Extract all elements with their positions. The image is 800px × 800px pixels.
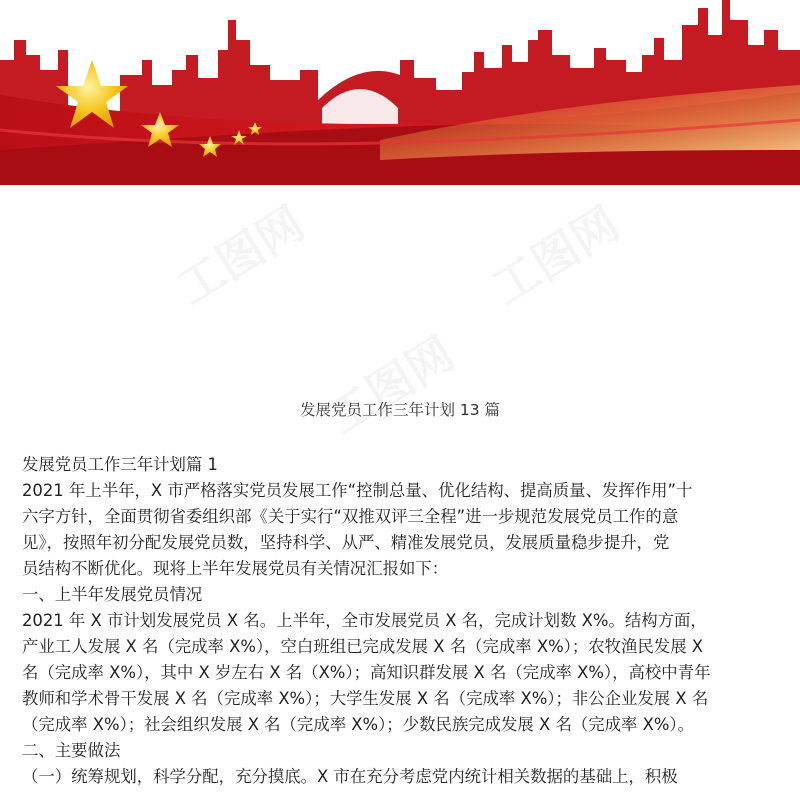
document-title: 发展党员工作三年计划 13 篇 bbox=[299, 401, 501, 419]
section-heading: 二、主要做法 bbox=[22, 741, 121, 760]
paragraph-line: 员结构不断优化。现将上半年发展党员有关情况汇报如下： bbox=[22, 559, 449, 578]
paragraph-line: 见》，按照年初分配发展党员数，坚持科学、从严、精准发展党员，发展质量稳步提升，党 bbox=[22, 533, 670, 552]
watermark bbox=[478, 188, 630, 317]
document-body bbox=[22, 452, 780, 790]
watermark bbox=[163, 188, 315, 317]
paragraph-line: （一）统筹规划，科学分配，充分摸底。X 市在充分考虑党内统计相关数据的基础上，积极 bbox=[22, 767, 678, 786]
paragraph-line: （完成率 X%）；社会组织发展 X 名（完成率 X%）；少数民族完成发展 X 名（完成率 X%）。 bbox=[22, 715, 695, 734]
header-banner bbox=[0, 0, 800, 185]
paragraph-line: 产业工人发展 X 名（完成率 X%），空白班组已完成发展 X 名（完成率 X%）；农牧渔民发展 X bbox=[22, 637, 704, 656]
section-heading: 发展党员工作三年计划篇 1 bbox=[22, 455, 218, 474]
paragraph-line: 2021 年 X 市计划发展党员 X 名。上半年，全市发展党员 X 名，完成计划数 X%。结构方面， bbox=[22, 611, 707, 630]
paragraph-line: 名（完成率 X%），其中 X 岁左右 X 名（X%）；高知识群发展 X 名（完成率 X%），高校中青年 bbox=[22, 663, 711, 682]
watermark bbox=[313, 318, 465, 447]
paragraph-line: 2021 年上半年，X 市严格落实党员发展工作“控制总量、优化结构、提高质量、发挥作用”十 bbox=[22, 481, 693, 500]
section-heading: 一、上半年发展党员情况 bbox=[22, 585, 203, 604]
paragraph-line: 教师和学术骨干发展 X 名（完成率 X%）；大学生发展 X 名（完成率 X%）；非公企业发展 X 名 bbox=[22, 689, 709, 708]
paragraph-line: 六字方针，全面贯彻省委组织部《关于实行“双推双评三全程”进一步规范发展党员工作的意 bbox=[22, 507, 679, 526]
